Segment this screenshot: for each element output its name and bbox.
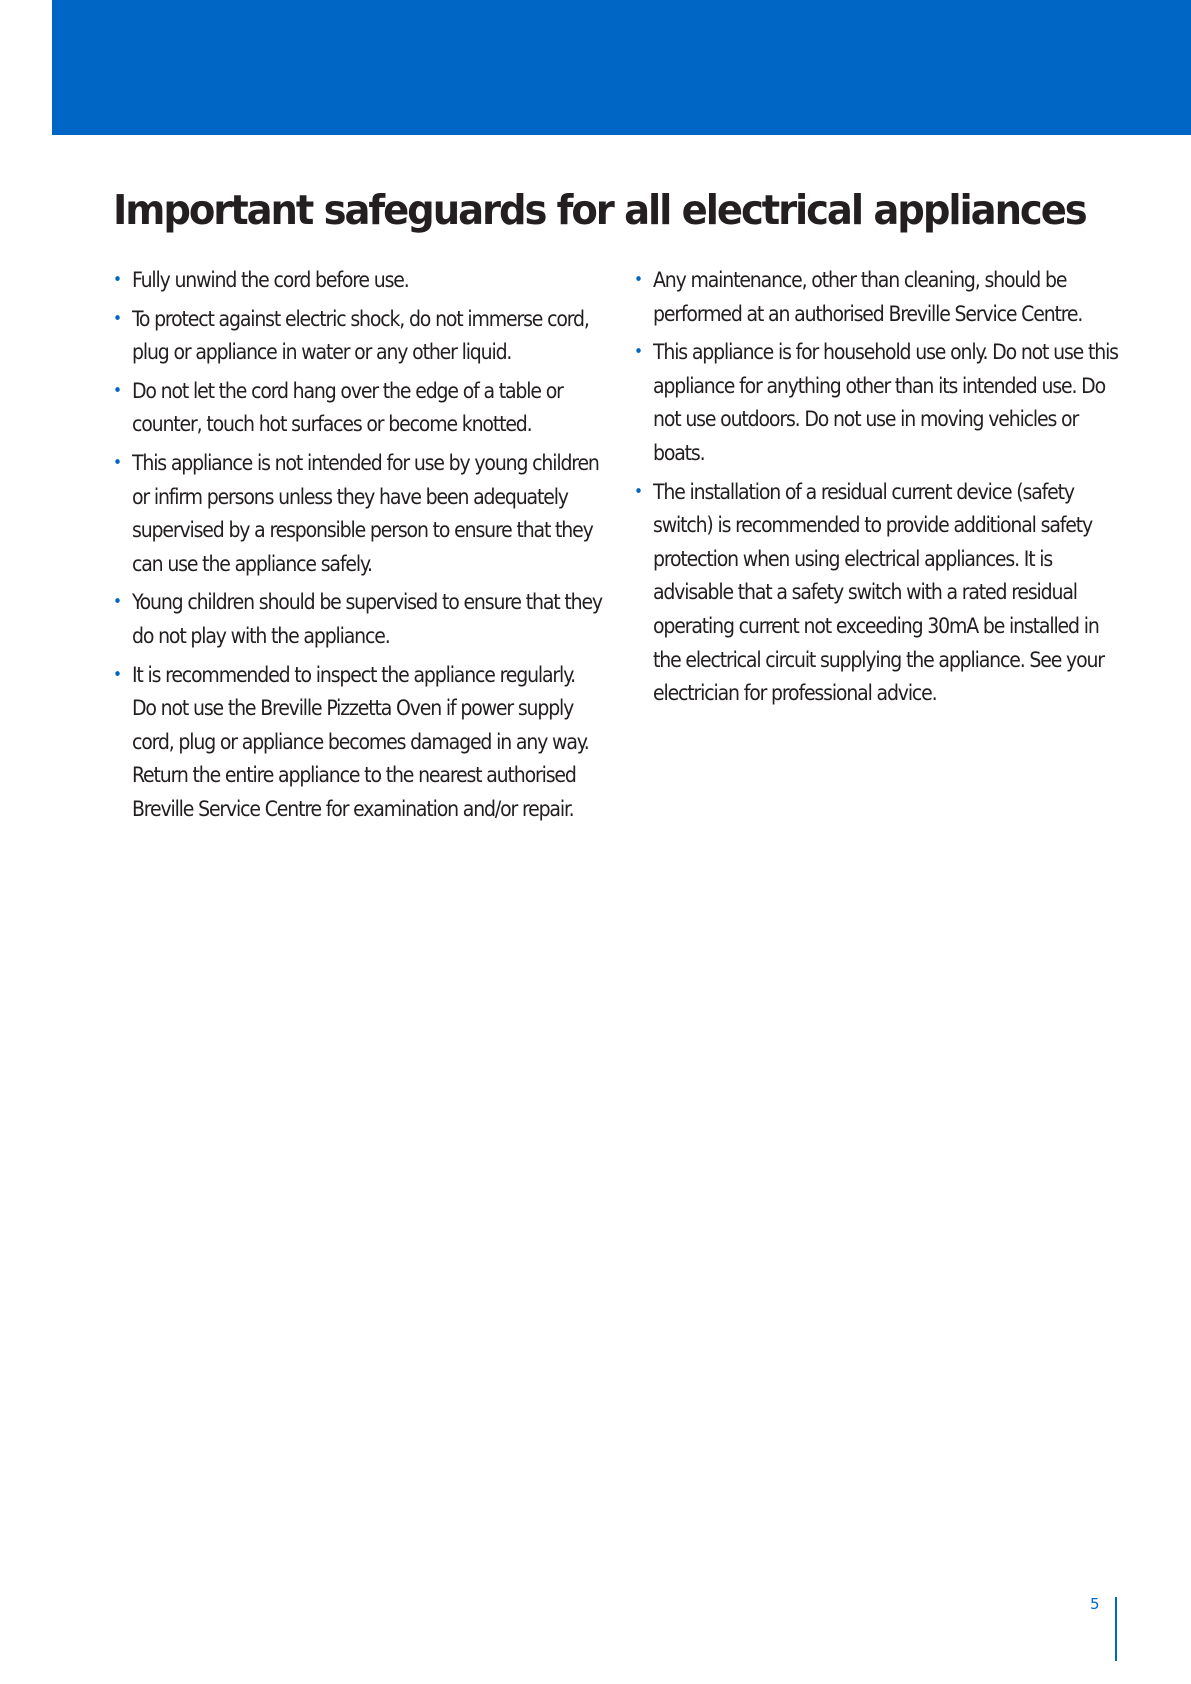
list-item: • Young children should be supervised to ensure that they do not play with the appliance. xyxy=(113,586,603,653)
list-item: • Do not let the cord hang over the edge of a table or counter, touch hot surfaces or become knotted. xyxy=(113,375,603,442)
page-title: Important safeguards for all electrical appliances xyxy=(113,186,1086,234)
list-item: • Any maintenance, other than cleaning, should be performed at an authorised Breville Service Centre. xyxy=(634,264,1124,331)
bullet-icon: • xyxy=(634,270,644,290)
bullet-icon: • xyxy=(113,380,123,401)
bullet-icon: • xyxy=(113,308,123,329)
bullet-icon: • xyxy=(113,270,123,290)
safeguards-list-right xyxy=(634,264,1124,716)
page-number: 5 xyxy=(1090,1595,1100,1613)
bullet-icon: • xyxy=(634,481,644,502)
list-item: • To protect against electric shock, do not immerse cord, plug or appliance in water or any other liquid. xyxy=(113,303,603,370)
safeguards-list-left xyxy=(113,264,603,832)
list-item: • This appliance is not intended for use by young children or infirm persons unless they have been adequately supervised by a responsible person to ensure that they can use the appliance safely. xyxy=(113,447,603,581)
page-number-rule xyxy=(1115,1597,1117,1661)
bullet-icon: • xyxy=(634,342,644,363)
list-item: • It is recommended to inspect the appliance regularly. Do not use the Breville Pizzetta Oven if power supply cord, plug or appliance becomes damaged in any way. Return the entire appliance to the nearest authorised Breville Service Centre for examination and/or repair. xyxy=(113,659,603,827)
header-band xyxy=(52,0,1191,135)
list-item: • Fully unwind the cord before use. xyxy=(113,264,603,298)
bullet-icon: • xyxy=(113,592,123,613)
bullet-icon: • xyxy=(113,664,123,685)
list-item: • This appliance is for household use only. Do not use this appliance for anything other than its intended use. Do not use outdoors. Do not use in moving vehicles or boats. xyxy=(634,336,1124,470)
bullet-icon: • xyxy=(113,452,123,473)
list-item: • The installation of a residual current device (safety switch) is recommended to provide additional safety protection when using electrical appliances. It is advisable that a safety switch with a rated residual operating current not exceeding 30mA be installed in the electrical circuit supplying the appliance. See your electrician for professional advice. xyxy=(634,476,1124,711)
